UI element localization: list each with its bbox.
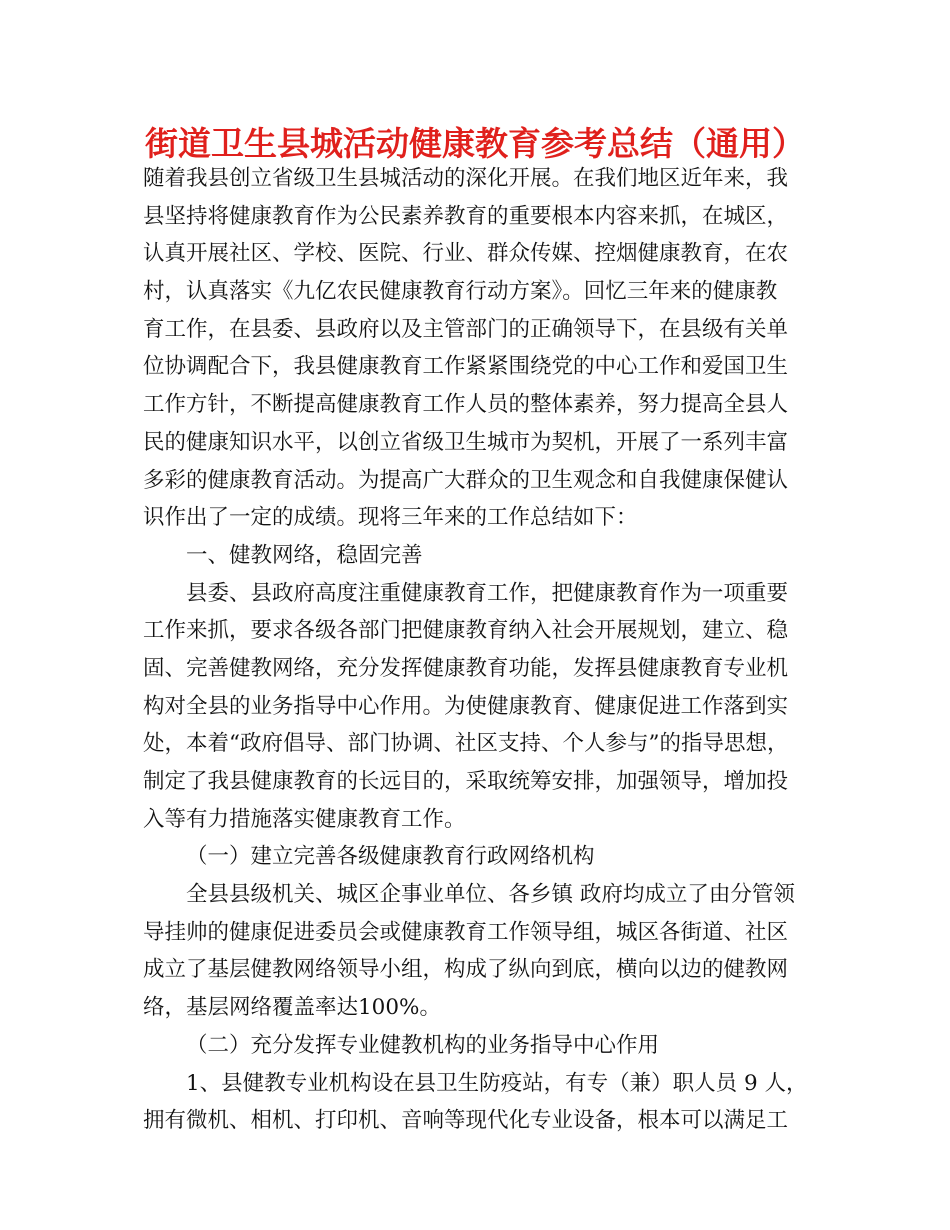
paragraph-line: 县委、县政府高度注重健康教育工作，把健康教育作为一项重要 — [186, 580, 789, 606]
paragraph-line: 村，认真落实《九亿农民健康教育行动方案》。回忆三年来的健康教 — [143, 279, 778, 305]
paragraph-line: 工作方针，不断提高健康教育工作人员的整体素养，努力提高全县人 — [143, 392, 789, 418]
paragraph-line: 位协调配合下，我县健康教育工作紧紧围绕党的中心工作和爱国卫生 — [143, 354, 789, 380]
paragraph-line: 络，基层网络覆盖率达100%。 — [143, 995, 441, 1021]
paragraph-line: 工作来抓，要求各级各部门把健康教育纳入社会开展规划，建立、稳 — [143, 618, 789, 644]
paragraph-line: 认真开展社区、学校、医院、行业、群众传媒、控烟健康教育，在农 — [143, 241, 789, 267]
paragraph-line: 1、县健教专业机构设在县卫生防疫站，有专（兼）职人员 9 人， — [186, 1070, 808, 1096]
paragraph-line: 全县县级机关、城区企事业单位、各乡镇 政府均成立了由分管领 — [186, 882, 795, 908]
paragraph-line: 入等有力措施落实健康教育工作。 — [143, 806, 466, 832]
paragraph-line: 固、完善健教网络，充分发挥健康教育功能，发挥县健康教育专业机 — [143, 655, 789, 681]
subsection-heading: （一）建立完善各级健康教育行政网络机构 — [186, 844, 595, 870]
paragraph-line: 识作出了一定的成绩。现将三年来的工作总结如下： — [143, 505, 638, 531]
paragraph-line: 育工作，在县委、县政府以及主管部门的正确领导下，在县级有关单 — [143, 316, 789, 342]
paragraph-line: 成立了基层健教网络领导小组，构成了纵向到底，横向以边的健教网 — [143, 957, 789, 983]
document-title: 街道卫生县城活动健康教育参考总结（通用） — [145, 124, 805, 163]
document-body — [143, 160, 833, 1140]
paragraph-line: 民的健康知识水平，以创立省级卫生城市为契机，开展了一系列丰富 — [143, 429, 789, 455]
paragraph-line: 拥有微机、相机、打印机、音响等现代化专业设备，根本可以满足工 — [143, 1108, 789, 1134]
paragraph-line: 处，本着“政府倡导、部门协调、社区支持、个人参与”的指导思想， — [143, 731, 789, 757]
paragraph-line: 县坚持将健康教育作为公民素养教育的重要根本内容来抓，在城区， — [143, 203, 789, 229]
section-heading: 一、健教网络，稳固完善 — [186, 542, 423, 568]
paragraph-line: 多彩的健康教育活动。为提高广大群众的卫生观念和自我健康保健认 — [143, 467, 789, 493]
paragraph-line: 随着我县创立省级卫生县城活动的深化开展。在我们地区近年来，我 — [143, 166, 789, 191]
subsection-heading: （二）充分发挥专业健教机构的业务指导中心作用 — [186, 1032, 660, 1058]
paragraph-line: 构对全县的业务指导中心作用。为使健康教育、健康促进工作落到实 — [143, 693, 789, 719]
paragraph-line: 导挂帅的健康促进委员会或健康教育工作领导组，城区各街道、社区 — [143, 919, 789, 945]
paragraph-line: 制定了我县健康教育的长远目的，采取统筹安排，加强领导，增加投 — [143, 769, 789, 794]
